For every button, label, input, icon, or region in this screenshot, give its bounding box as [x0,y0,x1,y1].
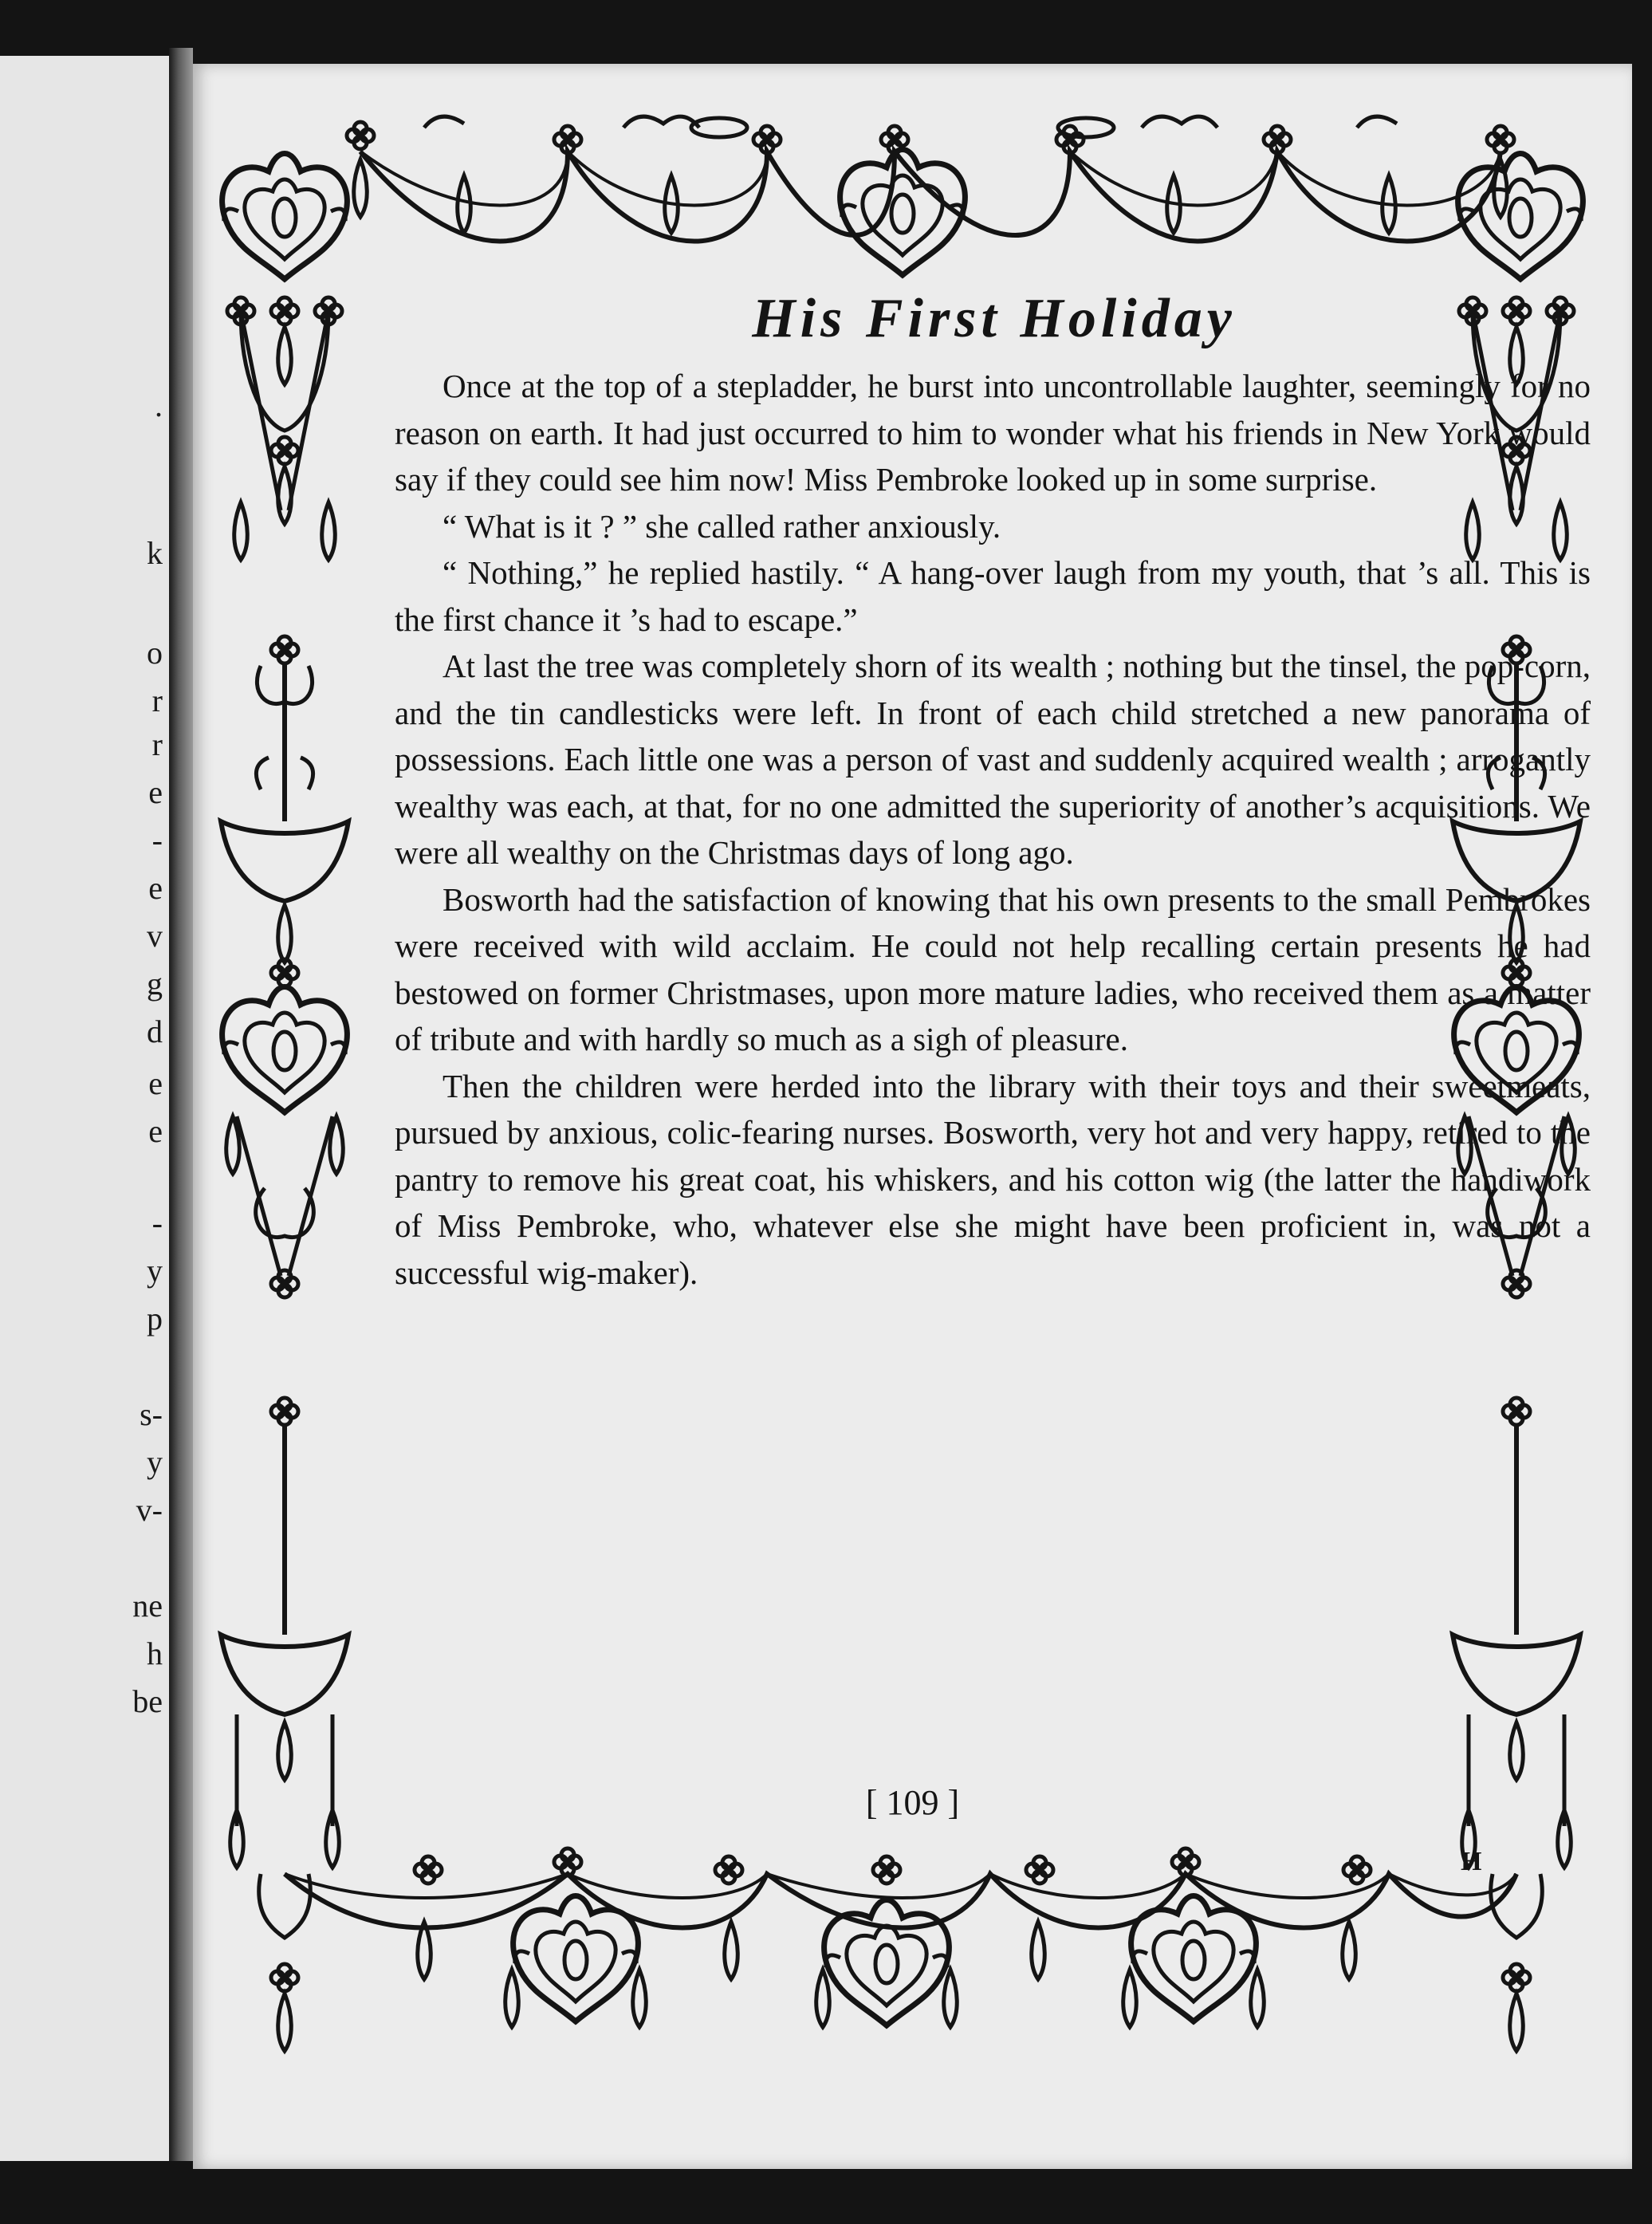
facing-letter: v [147,918,163,954]
facing-page-edge-text [131,56,163,2161]
facing-letter: o [147,635,163,671]
paragraph: At last the tree was completely shorn of its wealth ; nothing but the tinsel, the pop-corn, and the tin candlesticks were left. In front of each child stretched a new panorama of possessions. Each little one was a person of vast and suddenly acquired wealth ; arrogantly wealthy was each, at that, for no one admitted the superiority of another’s acquisitions. We were all wealthy on the Christmas days of long ago. [395,648,1591,871]
page-title: His First Holiday [752,288,1237,349]
facing-letter: h [147,1636,163,1671]
facing-letter: d [147,1014,163,1049]
facing-letter: e [148,1065,163,1101]
book-gutter [169,48,193,2161]
facing-letter: e [148,774,163,810]
paragraph: Bosworth had the satisfaction of knowing that his own presents to the small Pembrokes were received with wild acclaim. He could not help recalling certain presents he had bestowed on former Christmases, upon more mature ladies, who received them as a matter of tribute and with hardly so much as a sigh of pleasure. [395,880,1591,1057]
facing-page [0,56,169,2161]
book-page [193,64,1632,2169]
facing-letter: r [151,683,163,718]
bottom-garland [285,1848,1516,2027]
paragraph: “ Nothing,” he replied hastily. “ A hang-over laugh from my youth, that ’s all. This is the first chance it ’s had to escape.” [395,554,1591,638]
story-text [395,363,1591,1296]
facing-letter: y [147,1444,163,1480]
facing-letter: ne [132,1588,163,1624]
facing-letter: y [147,1253,163,1289]
facing-letter: v- [136,1492,163,1528]
facing-letter: g [147,966,163,1002]
paragraph: Then the children were herded into the library with their toys and their sweetmeats, pursued by anxious, colic-fearing nurses. Bosworth, very hot and very happy, retired to the pantry to remove his great coat, his whiskers, and his cotton wig (the latter the handiwork of Miss Pembroke, who, whatever else she might have been proficient in, was not a successful wig-maker). [395,1067,1591,1291]
page-number: [ 109 ] [865,1783,960,1822]
facing-letter: e [148,870,163,906]
top-garland [347,116,1514,275]
monogram-right: H [1461,1847,1482,1876]
facing-letter: be [132,1683,163,1719]
facing-letter: p [147,1301,163,1336]
facing-letter: s- [140,1396,163,1432]
facing-letter: - [151,1205,163,1241]
facing-letter: k [147,535,163,571]
facing-letter: r [151,726,163,762]
facing-letter: e [148,1113,163,1149]
paragraph: “ What is it ? ” she called rather anxiously. [442,507,1001,545]
facing-letter: . [155,388,163,423]
facing-letter: - [151,822,163,858]
paragraph: Once at the top of a stepladder, he burst into uncontrollable laughter, seemingly for no reason on earth. It had just occurred to him to wonder what his friends in New York would say if they could see him now! Miss Pembroke looked up in some surprise. [395,368,1591,498]
